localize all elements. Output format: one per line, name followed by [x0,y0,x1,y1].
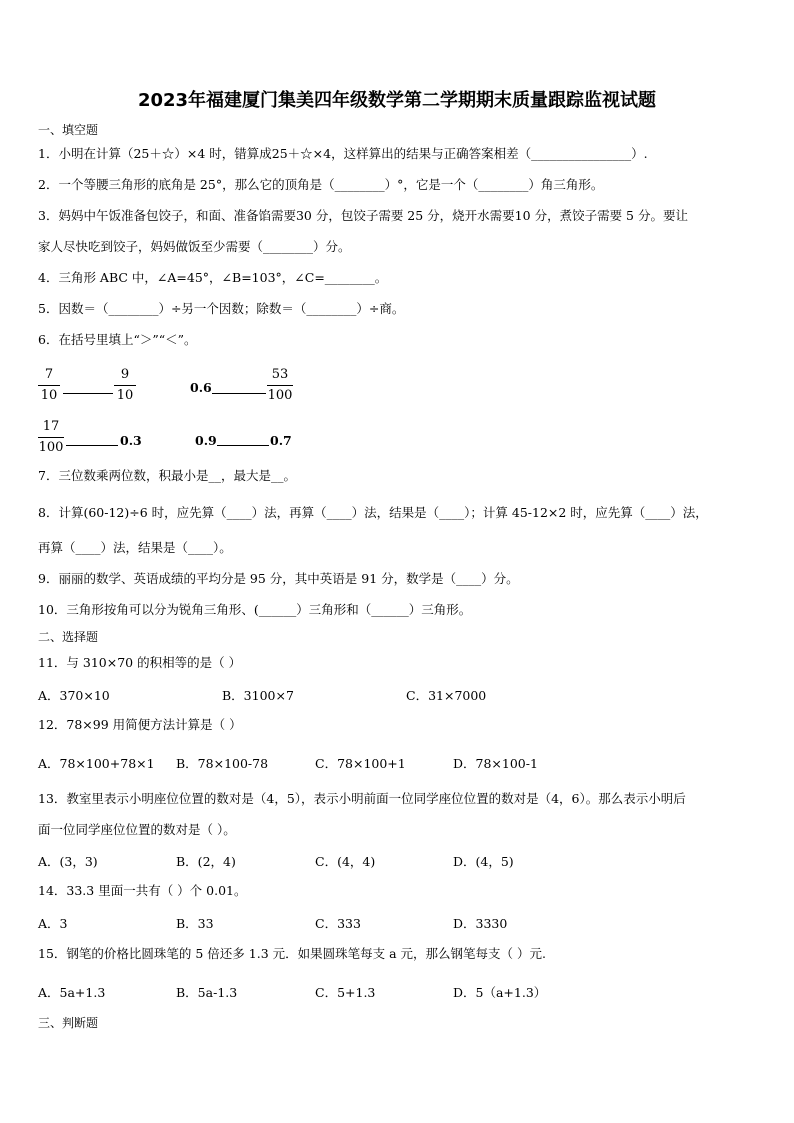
answer-blank[interactable] [217,445,269,446]
option-a[interactable]: A．5a+1.3 [38,985,106,1000]
decimal-0-7: 0.7 [270,433,292,448]
page-title: 2023年福建厦门集美四年级数学第二学期期末质量跟踪监视试题 [137,90,657,111]
option-d[interactable]: D．78×100-1 [453,756,538,771]
question-12: 12．78×99 用简便方法计算是（ ） [38,717,242,732]
option-d[interactable]: D．3330 [453,916,508,931]
fraction-9-10 [114,367,136,409]
question-14: 14．33.3 里面一共有（ ）个 0.01。 [38,883,247,898]
answer-blank[interactable] [63,393,113,394]
fraction-17-100 [38,419,64,461]
decimal-0-3: 0.3 [120,433,142,448]
fraction-53-100 [267,367,293,409]
section-fill-blank: 一、填空题 [38,123,99,137]
question-6: 6．在括号里填上“＞”“＜”。 [38,332,197,347]
option-b[interactable]: B．33 [176,916,214,931]
question-7: 7．三位数乘两位数，积最小是__，最大是__。 [38,468,296,483]
question-9: 9．丽丽的数学、英语成绩的平均分是 95 分，其中英语是 91 分，数学是（____）分。 [38,571,519,586]
question-3-line-1: 3．妈妈中午饭准备包饺子，和面、准备馅需要30 分，包饺子需要 25 分，烧开水需要10 分，煮饺子需要 5 分。要让 [38,208,688,223]
option-c[interactable]: C．78×100+1 [315,756,406,771]
question-2: 2．一个等腰三角形的底角是 25°，那么它的顶角是（________）°，它是一个（________）角三角形。 [38,177,604,192]
question-8-line-2: 再算（____）法，结果是（____）。 [38,540,232,555]
option-c[interactable]: C．(4，4) [315,854,376,869]
question-4: 4．三角形 ABC 中，∠A=45°，∠B=103°，∠C=________。 [38,270,388,285]
option-c[interactable]: C．333 [315,916,361,931]
section-multiple-choice: 二、选择题 [38,630,99,644]
option-d[interactable]: D．(4，5) [453,854,514,869]
answer-blank[interactable] [212,393,266,394]
question-8-line-1: 8．计算(60-12)÷6 时，应先算（____）法，再算（____）法，结果是（____）；计算 45-12×2 时，应先算（____）法， [38,505,708,520]
question-3-line-2: 家人尽快吃到饺子，妈妈做饭至少需要（________）分。 [38,239,351,254]
numerator: 53 [271,367,289,382]
option-a[interactable]: A．370×10 [38,688,110,703]
option-a[interactable]: A．3 [38,916,68,931]
fraction-bar [38,437,64,438]
question-5: 5．因数＝（________）÷另一个因数；除数＝（________）÷商。 [38,301,405,316]
question-15: 15．钢笔的价格比圆珠笔的 5 倍还多 1.3 元．如果圆珠笔每支 a 元，那么钢笔每支（ ）元. [38,946,546,961]
denominator: 10 [40,388,58,403]
question-13-line-2: 面一位同学座位位置的数对是（ ）。 [38,822,236,837]
option-b[interactable]: B．3100×7 [222,688,294,703]
question-10: 10．三角形按角可以分为锐角三角形、(______）三角形和（______）三角形。 [38,602,472,617]
option-b[interactable]: B．78×100-78 [176,756,269,771]
decimal-0-9: 0.9 [195,433,217,448]
option-a[interactable]: A．(3，3) [38,854,98,869]
section-true-false: 三、判断题 [38,1016,99,1030]
question-13-line-1: 13．教室里表示小明座位位置的数对是（4，5），表示小明前面一位同学座位位置的数对是（4，6）。那么表示小明后 [38,791,686,806]
fraction-bar [267,385,293,386]
option-a[interactable]: A．78×100+78×1 [38,756,155,771]
question-1: 1．小明在计算（25＋☆）×4 时，错算成25＋☆×4，这样算出的结果与正确答案相差（________________）. [38,146,648,161]
question-11: 11．与 310×70 的积相等的是（ ） [38,655,242,670]
numerator: 9 [120,367,130,382]
fraction-7-10 [38,367,60,409]
fraction-bar [38,385,60,386]
fraction-bar [114,385,136,386]
answer-blank[interactable] [66,445,118,446]
option-c[interactable]: C．31×7000 [406,688,487,703]
denominator: 100 [267,388,293,403]
numerator: 17 [42,419,60,434]
decimal-0-6: 0.6 [190,380,212,395]
denominator: 100 [38,440,64,455]
option-c[interactable]: C．5+1.3 [315,985,376,1000]
numerator: 7 [44,367,54,382]
option-d[interactable]: D．5（a+1.3） [453,985,547,1000]
denominator: 10 [116,388,134,403]
option-b[interactable]: B．5a-1.3 [176,985,238,1000]
option-b[interactable]: B．(2，4) [176,854,236,869]
